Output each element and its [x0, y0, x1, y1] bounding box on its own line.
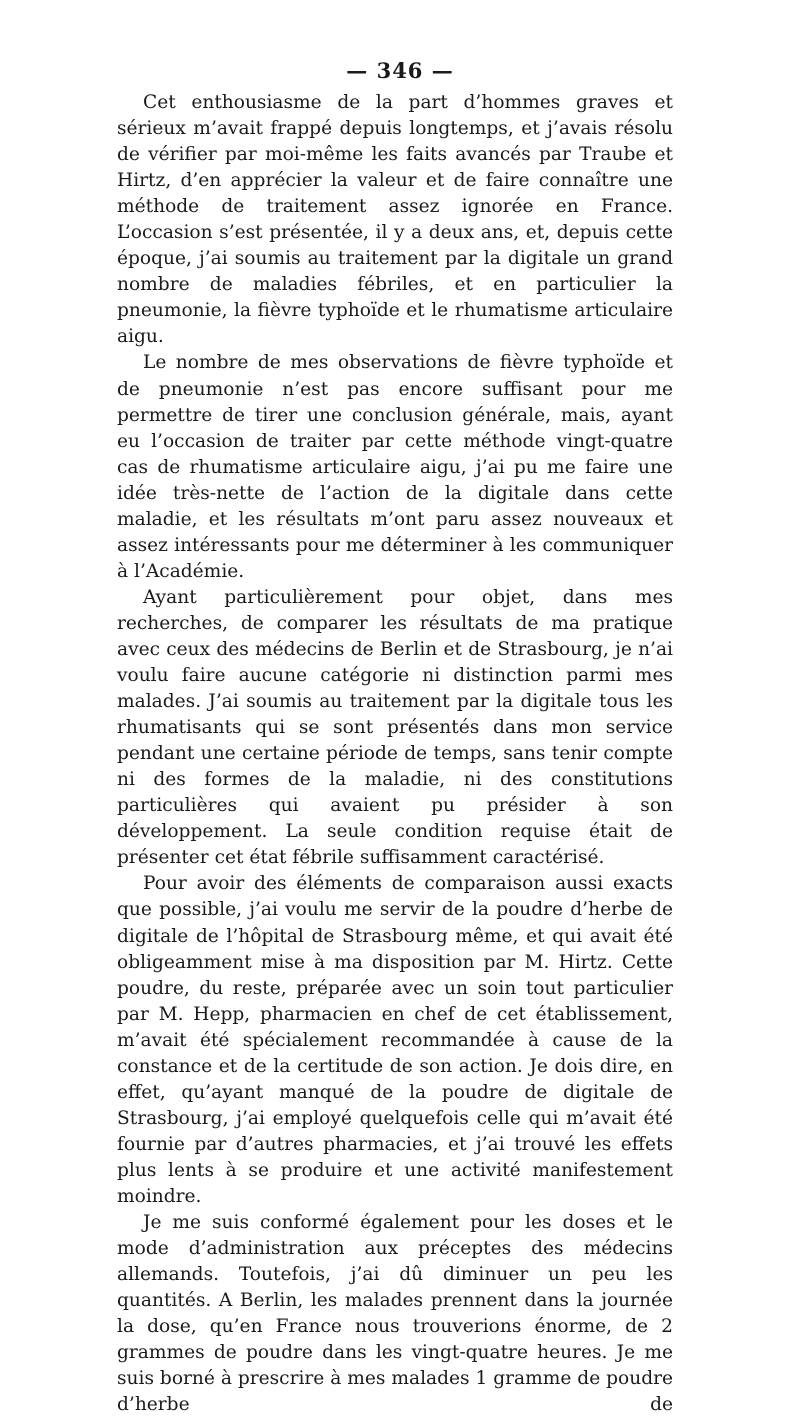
paragraph-3: Ayant particulièrement pour objet, dans mes recherches, de comparer les résultats de ma pratique avec ceux des médecins de Berlin et de Strasbourg, je n’ai voulu faire aucune catégorie ni distinction parmi mes malades. J’ai soumis au traitement par la digitale tous les rhumatisants qui se sont présentés dans mon service pendant une certaine période de temps, sans tenir compte ni des formes de la maladie, ni des constitutions particulières qui avaient pu présider à son développement. La seule condition requise était de présenter cet état fébrile suffisamment caractérisé. [117, 586, 673, 869]
body-text [117, 90, 673, 1418]
paragraph-2: Le nombre de mes observations de fièvre typhoïde et de pneumonie n’est pas encore suffisant pour me permettre de tirer une conclusion générale, mais, ayant eu l’occasion de traiter par cette méthode vingt-quatre cas de rhumatisme articulaire aigu, j’ai pu me faire une idée très-nette de l’action de la digitale dans cette maladie, et les résultats m’ont paru assez nouveaux et assez intéressants pour me déterminer à les communiquer à l’Académie. [117, 352, 673, 582]
paragraph-4: Pour avoir des éléments de comparaison aussi exacts que possible, j’ai voulu me servir de la poudre d’herbe de digitale de l’hôpital de Strasbourg même, et qui avait été obligeamment mise à ma disposition par M. Hirtz. Cette poudre, du reste, préparée avec un soin tout particulier par M. Hepp, pharmacien en chef de cet établissement, m’avait été spécialement recommandée à cause de la constance et de la certitude de son action. Je dois dire, en effet, qu’ayant manqué de la poudre de digitale de Strasbourg, j’ai employé quelquefois celle qui m’avait été fournie par d’autres pharmacies, et j’ai trouvé les effets plus lents à se produire et une activité manifestement moindre. [117, 873, 673, 1207]
page-number: — 346 — [346, 58, 454, 83]
paragraph-1: Cet enthousiasme de la part d’hommes graves et sérieux m’avait frappé depuis longtemps, et j’avais résolu de vérifier par moi-même les faits avancés par Traube et Hirtz, d’en apprécier la valeur et de faire connaître une méthode de traitement assez ignorée en France. L’occasion s’est présentée, il y a deux ans, et, depuis cette époque, j’ai soumis au traitement par la digitale un grand nombre de maladies fébriles, et en particulier la pneumonie, la fièvre typhoïde et le rhumatisme articulaire aigu. [117, 92, 673, 348]
paragraph-5: Je me suis conformé également pour les doses et le mode d’administration aux préceptes des médecins allemands. Toutefois, j’ai dû diminuer un peu les quantités. A Berlin, les malades prennent dans la journée la dose, qu’en France nous trouverions énorme, de 2 grammes de poudre dans les vingt-quatre heures. Je me suis borné à prescrire à mes malades 1 gramme de poudre d’herbe de [117, 1212, 673, 1416]
